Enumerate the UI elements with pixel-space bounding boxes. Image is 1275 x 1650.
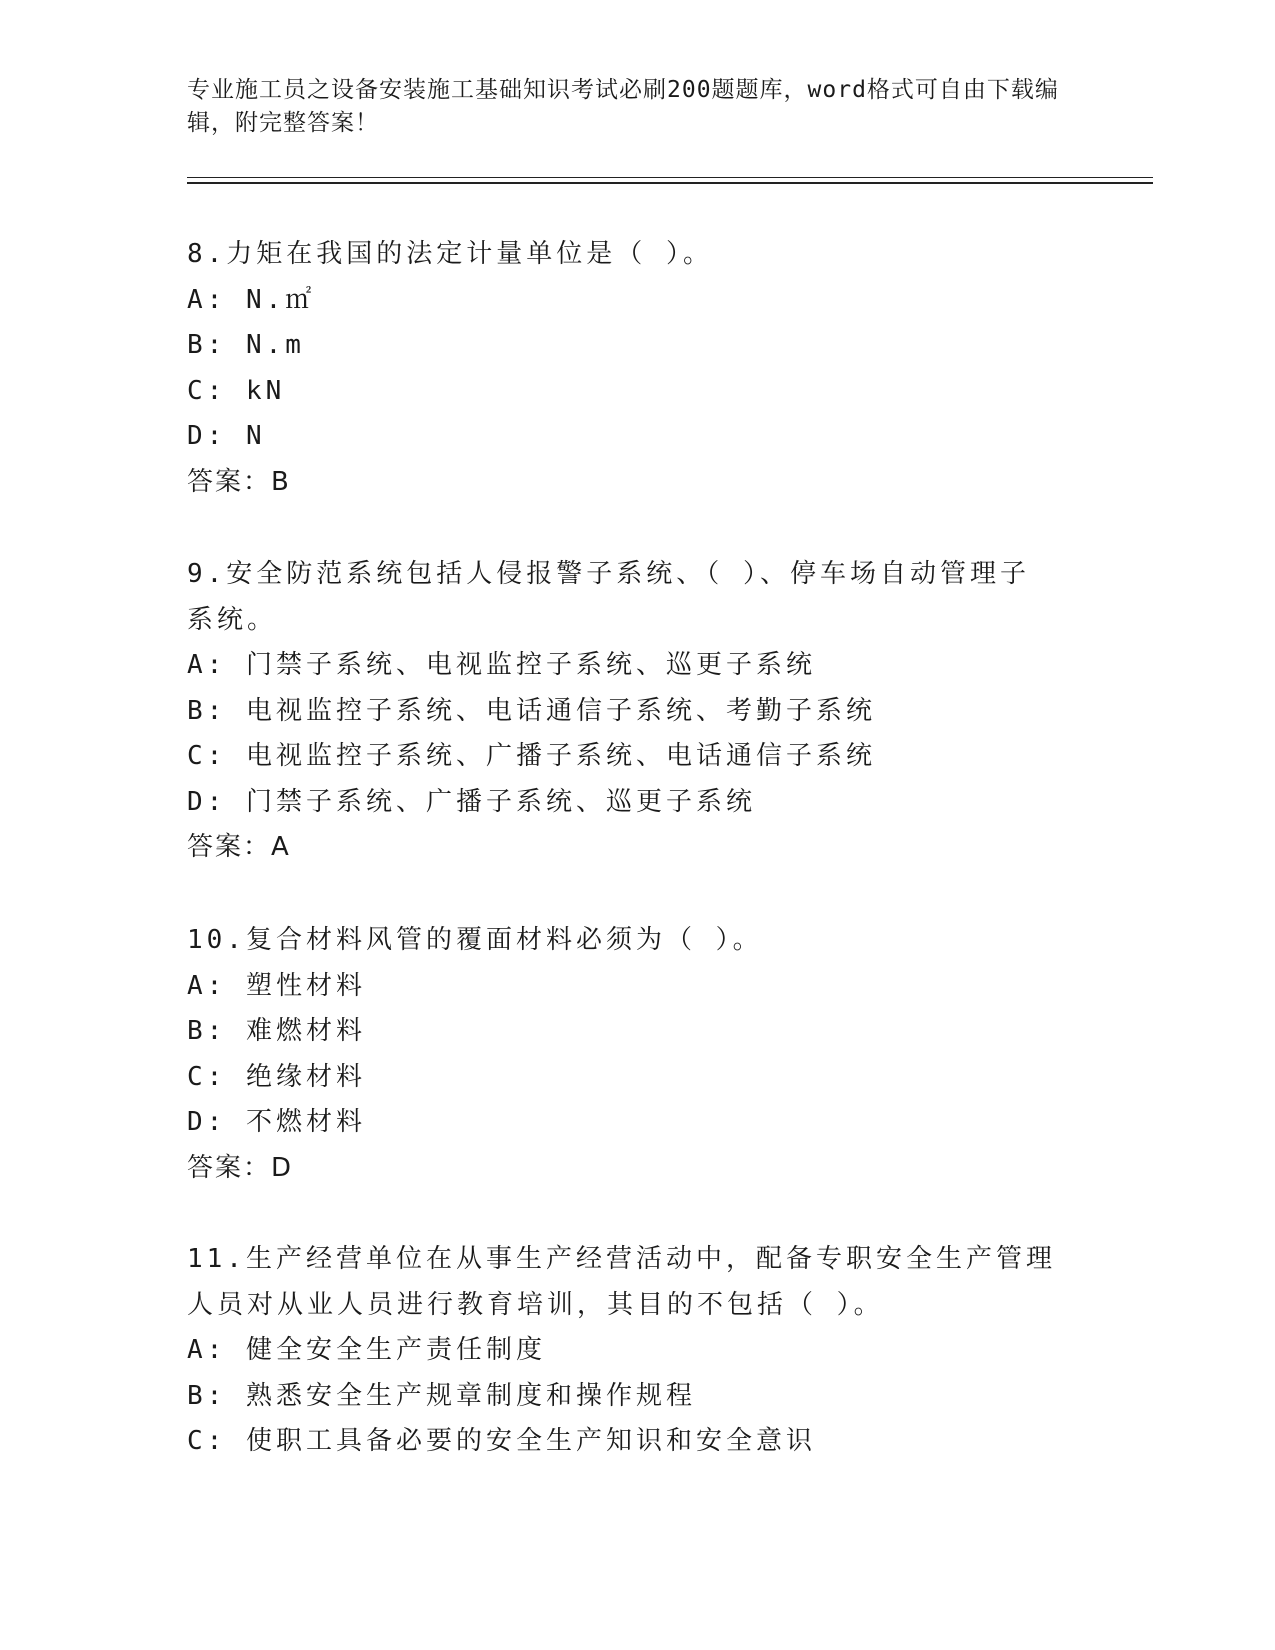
answer-line: 答案：B — [187, 466, 291, 497]
option-a: A: 门禁子系统、电视监控子系统、巡更子系统 — [187, 650, 816, 680]
option-d: D: 门禁子系统、广播子系统、巡更子系统 — [187, 786, 756, 817]
option-a: A: N.㎡ — [187, 284, 316, 315]
answer-line: 答案：A — [187, 832, 291, 862]
option-c: C: 电视监控子系统、广播子系统、电话通信子系统 — [187, 741, 876, 771]
question-stem: 8.力矩在我国的法定计量单位是（ ）。 — [187, 239, 713, 269]
option-b: B: N.m — [187, 330, 305, 360]
question-stem: 9.安全防范系统包括人侵报警子系统、（ ）、停车场自动管理子系统。 — [187, 559, 1030, 635]
option-d: D: N — [187, 421, 266, 451]
header-divider-bottom — [187, 182, 1153, 184]
option-b: B: 熟悉安全生产规章制度和操作规程 — [187, 1380, 696, 1411]
question-9 — [187, 552, 1087, 871]
answer-line: 答案：D — [187, 1152, 294, 1183]
option-c: C: 绝缘材料 — [187, 1061, 366, 1092]
option-b: B: 电视监控子系统、电话通信子系统、考勤子系统 — [187, 695, 876, 726]
option-c: C: kN — [187, 375, 286, 406]
question-10 — [187, 918, 1087, 1191]
option-b: B: 难燃材料 — [187, 1016, 366, 1046]
option-a: A: 健全安全生产责任制度 — [187, 1335, 546, 1365]
option-c: C: 使职工具备必要的安全生产知识和安全意识 — [187, 1426, 816, 1456]
option-a: A: 塑性材料 — [187, 970, 366, 1001]
document-header — [187, 74, 1087, 140]
option-d: D: 不燃材料 — [187, 1107, 366, 1137]
document-title: 专业施工员之设备安装施工基础知识考试必刷200题题库，word格式可自由下载编辑，附完整答案！ — [187, 77, 1059, 136]
question-stem: 10.复合材料风管的覆面材料必须为（ ）。 — [187, 925, 763, 955]
question-11 — [187, 1237, 1087, 1465]
question-stem: 11.生产经营单位在从事生产经营活动中，配备专职安全生产管理人员对从业人员进行教育培训，其目的不包括（ ）。 — [187, 1244, 1056, 1320]
header-divider-top — [187, 177, 1153, 178]
question-8 — [187, 232, 1087, 505]
